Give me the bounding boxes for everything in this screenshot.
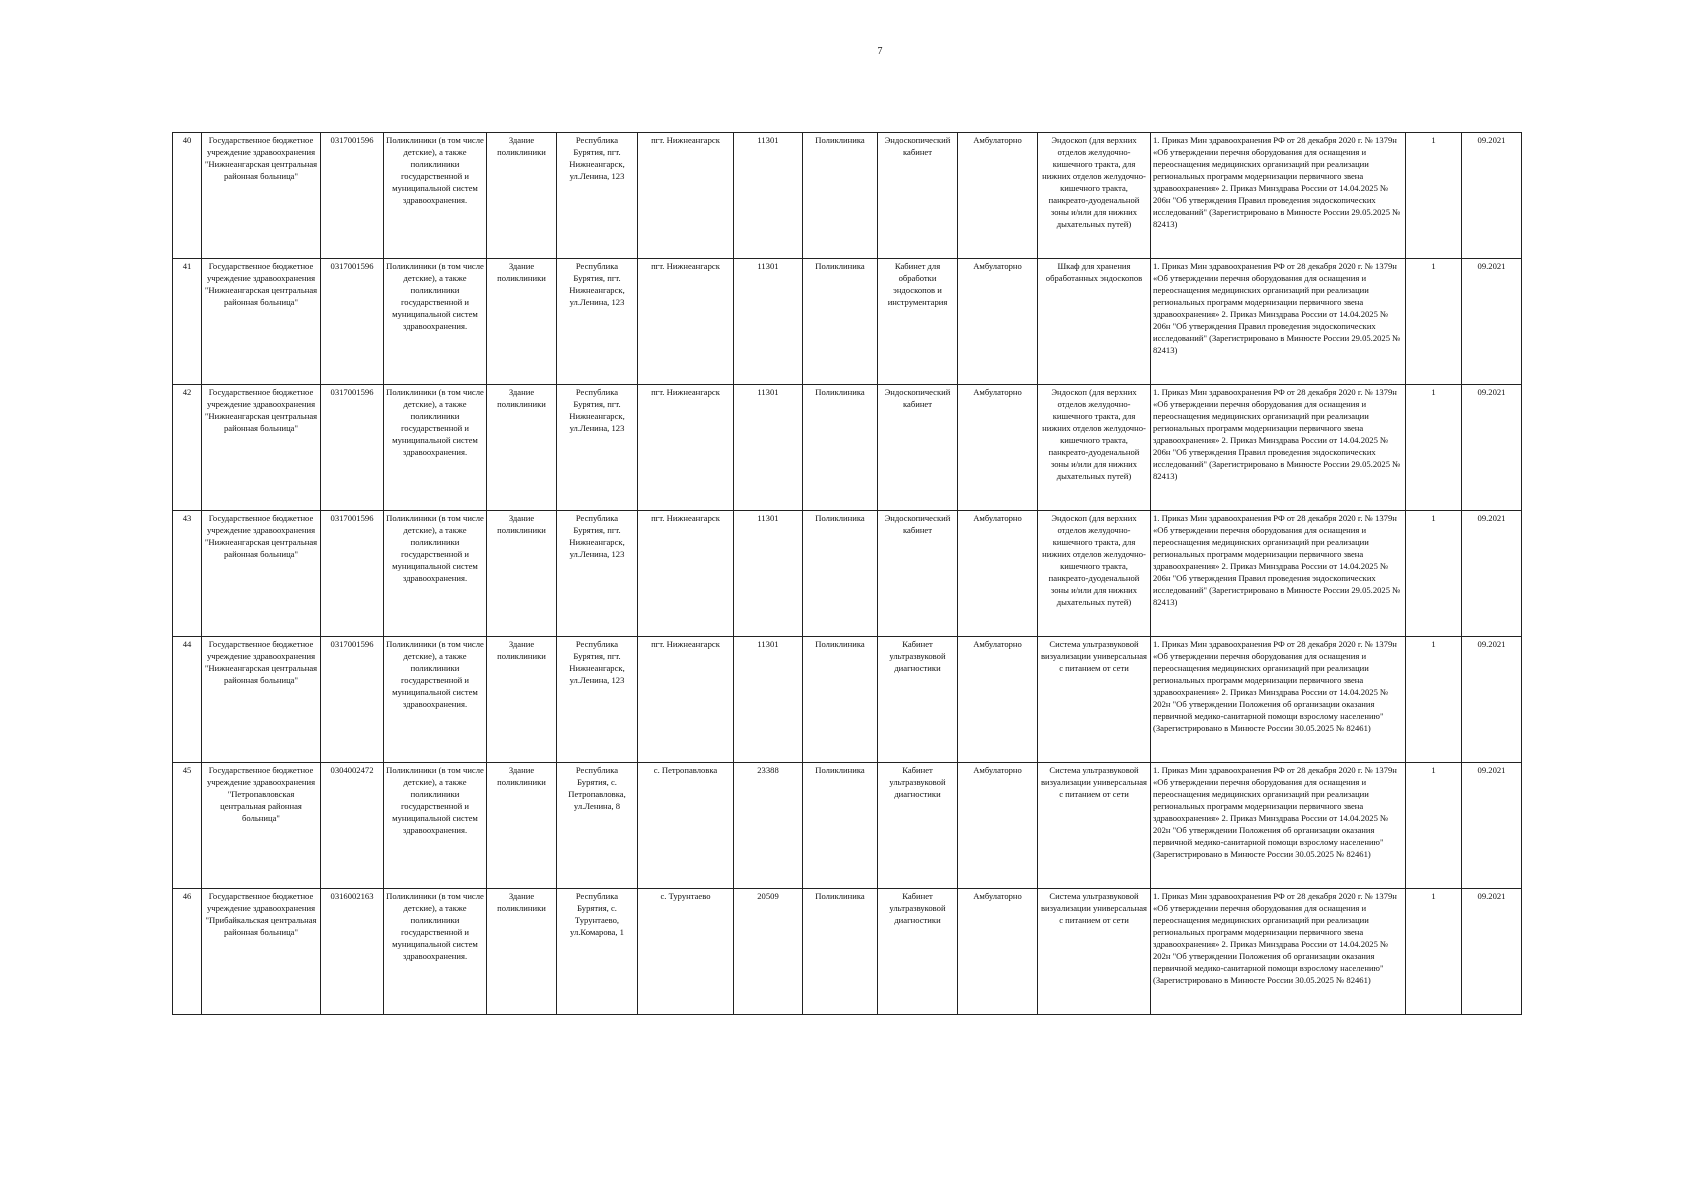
cell-locality: пгт. Нижнеангарск — [638, 133, 734, 259]
cell-legal-basis: 1. Приказ Мин здравоохранения РФ от 28 декабря 2020 г. № 1379н «Об утверждении перечня оборудования для оснащения и переоснащения медицинских организаций при реализации региональных программ модернизации первичного звена здравоохранения» 2. Приказ Минздрава России от 14.04.2025 № 202н "Об утверждении Положения об организации оказания первичной медико-санитарной помощи взрослому населению" (Зарегистрировано в Минюсте России 30.05.2025 № 82461) — [1151, 889, 1406, 1015]
cell-cabinet: Кабинет ультразвуковой диагностики — [878, 763, 958, 889]
cell-address: Республика Бурятия, пгт. Нижнеангарск, ул.Ленина, 123 — [557, 133, 638, 259]
cell-equipment: Система ультразвуковой визуализации универсальная с питанием от сети — [1038, 889, 1151, 1015]
cell-locality: пгт. Нижнеангарск — [638, 385, 734, 511]
cell-row-number: 41 — [173, 259, 202, 385]
cell-legal-basis: 1. Приказ Мин здравоохранения РФ от 28 декабря 2020 г. № 1379н «Об утверждении перечня оборудования для оснащения и переоснащения медицинских организаций при реализации региональных программ модернизации первичного звена здравоохранения» 2. Приказ Минздрава России от 14.04.2025 № 206н "Об утверждения Правил проведения эндоскопических исследований" (Зарегистрировано в Минюсте России 29.05.2025 № 82413) — [1151, 133, 1406, 259]
cell-building: Здание поликлиники — [487, 385, 557, 511]
cell-care-form: Амбулаторно — [958, 511, 1038, 637]
cell-organization-code: 0317001596 — [321, 385, 384, 511]
cell-organization-code: 0317001596 — [321, 133, 384, 259]
cell-quantity: 1 — [1406, 259, 1462, 385]
cell-locality: с. Петропавловка — [638, 763, 734, 889]
cell-facility-type: Поликлиники (в том числе детские), а также поликлиники государственной и муниципальной систем здравоохранения. — [384, 133, 487, 259]
cell-facility-type: Поликлиники (в том числе детские), а также поликлиники государственной и муниципальной систем здравоохранения. — [384, 889, 487, 1015]
cell-organization-code: 0316002163 — [321, 889, 384, 1015]
cell-organization-name: Государственное бюджетное учреждение здравоохранения "Нижнеангарская центральная районная больница" — [202, 133, 321, 259]
cell-organization-code: 0317001596 — [321, 637, 384, 763]
cell-locality: пгт. Нижнеангарск — [638, 637, 734, 763]
cell-facility-type: Поликлиники (в том числе детские), а также поликлиники государственной и муниципальной систем здравоохранения. — [384, 511, 487, 637]
cell-population: 20509 — [734, 889, 803, 1015]
cell-building: Здание поликлиники — [487, 511, 557, 637]
cell-organization-name: Государственное бюджетное учреждение здравоохранения "Нижнеангарская центральная районная больница" — [202, 385, 321, 511]
cell-unit: Поликлиника — [803, 889, 878, 1015]
cell-legal-basis: 1. Приказ Мин здравоохранения РФ от 28 декабря 2020 г. № 1379н «Об утверждении перечня оборудования для оснащения и переоснащения медицинских организаций при реализации региональных программ модернизации первичного звена здравоохранения» 2. Приказ Минздрава России от 14.04.2025 № 206н "Об утверждения Правил проведения эндоскопических исследований" (Зарегистрировано в Минюсте России 29.05.2025 № 82413) — [1151, 259, 1406, 385]
cell-care-form: Амбулаторно — [958, 889, 1038, 1015]
cell-population: 11301 — [734, 133, 803, 259]
table-row — [173, 511, 1522, 637]
cell-equipment: Шкаф для хранения обработанных эндоскопов — [1038, 259, 1151, 385]
cell-date: 09.2021 — [1462, 889, 1522, 1015]
cell-building: Здание поликлиники — [487, 637, 557, 763]
cell-building: Здание поликлиники — [487, 889, 557, 1015]
cell-organization-name: Государственное бюджетное учреждение здравоохранения "Петропавловская центральная районная больница" — [202, 763, 321, 889]
cell-locality: с. Турунтаево — [638, 889, 734, 1015]
cell-legal-basis: 1. Приказ Мин здравоохранения РФ от 28 декабря 2020 г. № 1379н «Об утверждении перечня оборудования для оснащения и переоснащения медицинских организаций при реализации региональных программ модернизации первичного звена здравоохранения» 2. Приказ Минздрава России от 14.04.2025 № 206н "Об утверждения Правил проведения эндоскопических исследований" (Зарегистрировано в Минюсте России 29.05.2025 № 82413) — [1151, 511, 1406, 637]
cell-building: Здание поликлиники — [487, 763, 557, 889]
cell-organization-code: 0317001596 — [321, 511, 384, 637]
cell-cabinet: Кабинет ультразвуковой диагностики — [878, 889, 958, 1015]
cell-date: 09.2021 — [1462, 637, 1522, 763]
cell-cabinet: Кабинет ультразвуковой диагностики — [878, 637, 958, 763]
cell-row-number: 43 — [173, 511, 202, 637]
cell-population: 23388 — [734, 763, 803, 889]
cell-row-number: 45 — [173, 763, 202, 889]
cell-facility-type: Поликлиники (в том числе детские), а также поликлиники государственной и муниципальной систем здравоохранения. — [384, 637, 487, 763]
equipment-registry-table — [172, 132, 1522, 1015]
cell-unit: Поликлиника — [803, 637, 878, 763]
page-number: 7 — [877, 46, 883, 57]
cell-legal-basis: 1. Приказ Мин здравоохранения РФ от 28 декабря 2020 г. № 1379н «Об утверждении перечня оборудования для оснащения и переоснащения медицинских организаций при реализации региональных программ модернизации первичного звена здравоохранения» 2. Приказ Минздрава России от 14.04.2025 № 206н "Об утверждения Правил проведения эндоскопических исследований" (Зарегистрировано в Минюсте России 29.05.2025 № 82413) — [1151, 385, 1406, 511]
cell-quantity: 1 — [1406, 637, 1462, 763]
cell-organization-code: 0304002472 — [321, 763, 384, 889]
cell-locality: пгт. Нижнеангарск — [638, 511, 734, 637]
table-body — [173, 133, 1522, 1015]
cell-row-number: 40 — [173, 133, 202, 259]
cell-quantity: 1 — [1406, 763, 1462, 889]
cell-organization-name: Государственное бюджетное учреждение здравоохранения "Нижнеангарская центральная районная больница" — [202, 511, 321, 637]
cell-facility-type: Поликлиники (в том числе детские), а также поликлиники государственной и муниципальной систем здравоохранения. — [384, 259, 487, 385]
cell-population: 11301 — [734, 511, 803, 637]
cell-cabinet: Эндоскопический кабинет — [878, 511, 958, 637]
cell-unit: Поликлиника — [803, 385, 878, 511]
cell-care-form: Амбулаторно — [958, 385, 1038, 511]
cell-unit: Поликлиника — [803, 763, 878, 889]
cell-address: Республика Бурятия, пгт. Нижнеангарск, ул.Ленина, 123 — [557, 385, 638, 511]
cell-date: 09.2021 — [1462, 385, 1522, 511]
cell-facility-type: Поликлиники (в том числе детские), а также поликлиники государственной и муниципальной систем здравоохранения. — [384, 763, 487, 889]
cell-row-number: 44 — [173, 637, 202, 763]
cell-care-form: Амбулаторно — [958, 133, 1038, 259]
cell-address: Республика Бурятия, пгт. Нижнеангарск, ул.Ленина, 123 — [557, 637, 638, 763]
cell-care-form: Амбулаторно — [958, 763, 1038, 889]
cell-organization-code: 0317001596 — [321, 259, 384, 385]
cell-legal-basis: 1. Приказ Мин здравоохранения РФ от 28 декабря 2020 г. № 1379н «Об утверждении перечня оборудования для оснащения и переоснащения медицинских организаций при реализации региональных программ модернизации первичного звена здравоохранения» 2. Приказ Минздрава России от 14.04.2025 № 202н "Об утверждении Положения об организации оказания первичной медико-санитарной помощи взрослому населению" (Зарегистрировано в Минюсте России 30.05.2025 № 82461) — [1151, 763, 1406, 889]
cell-population: 11301 — [734, 259, 803, 385]
cell-unit: Поликлиника — [803, 133, 878, 259]
cell-equipment: Эндоскоп (для верхних отделов желудочно-кишечного тракта, для нижних отделов желудочно-кишечного тракта, панкреато-дуоденальной зоны и/или для нижних дыхательных путей) — [1038, 511, 1151, 637]
table-row — [173, 133, 1522, 259]
cell-address: Республика Бурятия, пгт. Нижнеангарск, ул.Ленина, 123 — [557, 259, 638, 385]
table-row — [173, 763, 1522, 889]
cell-facility-type: Поликлиники (в том числе детские), а также поликлиники государственной и муниципальной систем здравоохранения. — [384, 385, 487, 511]
cell-row-number: 42 — [173, 385, 202, 511]
cell-date: 09.2021 — [1462, 511, 1522, 637]
cell-equipment: Система ультразвуковой визуализации универсальная с питанием от сети — [1038, 763, 1151, 889]
cell-building: Здание поликлиники — [487, 133, 557, 259]
cell-population: 11301 — [734, 385, 803, 511]
table-row — [173, 889, 1522, 1015]
cell-address: Республика Бурятия, с. Петропавловка, ул.Ленина, 8 — [557, 763, 638, 889]
cell-cabinet: Кабинет для обработки эндоскопов и инструментария — [878, 259, 958, 385]
table-row — [173, 385, 1522, 511]
cell-quantity: 1 — [1406, 385, 1462, 511]
cell-building: Здание поликлиники — [487, 259, 557, 385]
cell-quantity: 1 — [1406, 133, 1462, 259]
cell-date: 09.2021 — [1462, 133, 1522, 259]
cell-organization-name: Государственное бюджетное учреждение здравоохранения "Нижнеангарская центральная районная больница" — [202, 637, 321, 763]
cell-date: 09.2021 — [1462, 763, 1522, 889]
cell-equipment: Эндоскоп (для верхних отделов желудочно-кишечного тракта, для нижних отделов желудочно-кишечного тракта, панкреато-дуоденальной зоны и/или для нижних дыхательных путей) — [1038, 385, 1151, 511]
cell-date: 09.2021 — [1462, 259, 1522, 385]
cell-cabinet: Эндоскопический кабинет — [878, 133, 958, 259]
cell-quantity: 1 — [1406, 511, 1462, 637]
cell-population: 11301 — [734, 637, 803, 763]
cell-care-form: Амбулаторно — [958, 637, 1038, 763]
cell-row-number: 46 — [173, 889, 202, 1015]
cell-legal-basis: 1. Приказ Мин здравоохранения РФ от 28 декабря 2020 г. № 1379н «Об утверждении перечня оборудования для оснащения и переоснащения медицинских организаций при реализации региональных программ модернизации первичного звена здравоохранения» 2. Приказ Минздрава России от 14.04.2025 № 202н "Об утверждении Положения об организации оказания первичной медико-санитарной помощи взрослому населению" (Зарегистрировано в Минюсте России 30.05.2025 № 82461) — [1151, 637, 1406, 763]
cell-equipment: Система ультразвуковой визуализации универсальная с питанием от сети — [1038, 637, 1151, 763]
cell-quantity: 1 — [1406, 889, 1462, 1015]
cell-organization-name: Государственное бюджетное учреждение здравоохранения "Нижнеангарская центральная районная больница" — [202, 259, 321, 385]
cell-address: Республика Бурятия, пгт. Нижнеангарск, ул.Ленина, 123 — [557, 511, 638, 637]
cell-unit: Поликлиника — [803, 511, 878, 637]
cell-organization-name: Государственное бюджетное учреждение здравоохранения "Прибайкальская центральная районная больница" — [202, 889, 321, 1015]
cell-cabinet: Эндоскопический кабинет — [878, 385, 958, 511]
cell-address: Республика Бурятия, с. Турунтаево, ул.Комарова, 1 — [557, 889, 638, 1015]
cell-equipment: Эндоскоп (для верхних отделов желудочно-кишечного тракта, для нижних отделов желудочно-кишечного тракта, панкреато-дуоденальной зоны и/или для нижних дыхательных путей) — [1038, 133, 1151, 259]
table-row — [173, 637, 1522, 763]
cell-unit: Поликлиника — [803, 259, 878, 385]
cell-care-form: Амбулаторно — [958, 259, 1038, 385]
cell-locality: пгт. Нижнеангарск — [638, 259, 734, 385]
table-row — [173, 259, 1522, 385]
